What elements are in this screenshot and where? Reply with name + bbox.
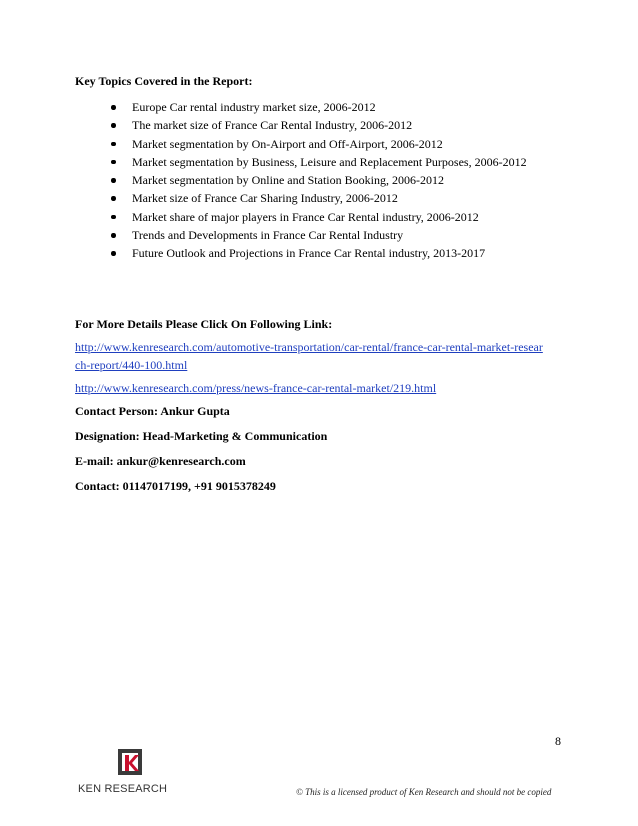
copyright-note: © This is a licensed product of Ken Research and should not be copied — [296, 787, 552, 797]
topic-item: Europe Car rental industry market size, 2006-2012 — [108, 98, 527, 116]
topic-item: Market share of major players in France Car Rental industry, 2006-2012 — [108, 208, 527, 226]
topic-item: Market segmentation by On-Airport and Off-Airport, 2006-2012 — [108, 135, 527, 153]
contact-person: Contact Person: Ankur Gupta — [75, 404, 230, 418]
key-topics-list — [108, 98, 527, 263]
logo-wordmark: KEN RESEARCH — [78, 783, 168, 795]
report-link[interactable]: http://www.kenresearch.com/automotive-transportation/car-rental/france-car-rental-market-research-report/440-100.html — [75, 340, 543, 372]
topic-item: Market segmentation by Online and Station Booking, 2006-2012 — [108, 171, 527, 189]
email: E-mail: ankur@kenresearch.com — [75, 454, 246, 468]
designation: Designation: Head-Marketing & Communication — [75, 429, 328, 443]
topic-item: The market size of France Car Rental Industry, 2006-2012 — [108, 116, 527, 134]
more-details-heading: For More Details Please Click On Following Link: — [75, 317, 333, 331]
topic-item: Future Outlook and Projections in France Car Rental industry, 2013-2017 — [108, 244, 527, 262]
topic-item: Market size of France Car Sharing Industry, 2006-2012 — [108, 189, 527, 207]
page-number: 8 — [555, 734, 561, 748]
press-link[interactable]: http://www.kenresearch.com/press/news-france-car-rental-market/219.html — [75, 381, 437, 395]
ken-research-logo-icon — [78, 745, 188, 805]
more-details-section — [75, 316, 565, 494]
contact-numbers: Contact: 01147017199, +91 9015378249 — [75, 479, 276, 493]
topic-item: Market segmentation by Business, Leisure and Replacement Purposes, 2006-2012 — [108, 153, 527, 171]
topic-item: Trends and Developments in France Car Rental Industry — [108, 226, 527, 244]
key-topics-heading: Key Topics Covered in the Report: — [75, 74, 253, 88]
